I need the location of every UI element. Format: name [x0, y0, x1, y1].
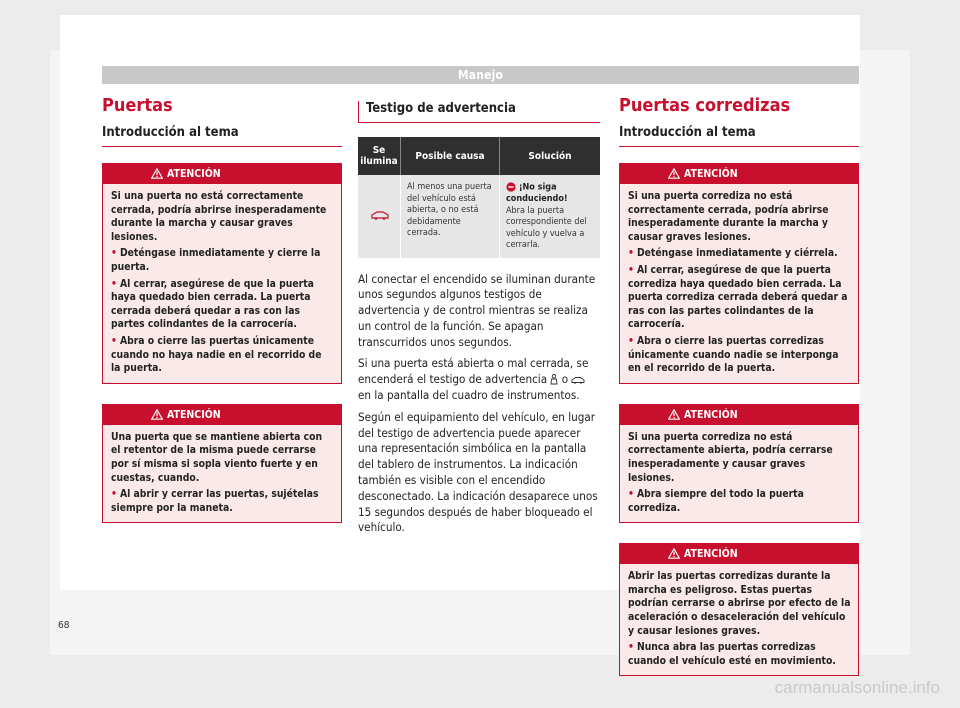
warning-box: [102, 404, 342, 524]
table-row: [358, 175, 600, 258]
warning-label: ATENCIÓN: [167, 408, 221, 421]
bullet-icon: •: [628, 263, 634, 276]
warning-intro: Una puerta que se mantiene abierta con el retentor de la misma puede cerrarse por sí misma si sopla viento fuerte y en cuestas, cuando.: [111, 430, 323, 484]
warning-bullet: • Abra o cierre las puertas únicamente cuando no haya nadie en el recorrido de la puerta.: [111, 334, 322, 375]
warning-header: [620, 405, 858, 425]
warning-label: ATENCIÓN: [684, 548, 738, 561]
section-subheading: Introducción al tema: [102, 125, 342, 147]
warning-bullet: • Abra o cierre las puertas corredizas únicamente cuando nadie se interponga en el recorrido de la puerta.: [628, 334, 839, 375]
warning-box: [619, 543, 859, 676]
warning-body: [103, 184, 341, 383]
warning-triangle-icon: [151, 409, 163, 420]
bullet-icon: •: [628, 641, 634, 654]
warning-label: ATENCIÓN: [684, 408, 738, 421]
table-cell-solution: ¡No siga conduciendo! Abra la puerta correspondiente del vehículo y vuelva a cerrarla.: [500, 175, 601, 258]
column-testigo: [358, 95, 600, 542]
indicator-table: [358, 137, 600, 258]
warning-bullet: • Al cerrar, asegúrese de que la puerta corrediza haya quedado bien cerrada. La puerta corrediza cerrada deberá quedar a ras con las partes colindantes de la carrocería.: [628, 263, 848, 331]
bullet-icon: •: [111, 488, 117, 501]
warning-bullet: • Abra siempre del todo la puerta corrediza.: [628, 488, 804, 514]
section-subheading: Introducción al tema: [619, 125, 859, 147]
warning-triangle-icon: [668, 548, 680, 559]
bullet-icon: •: [111, 277, 117, 290]
paragraph: Si una puerta está abierta o mal cerrada, se encenderá el testigo de advertencia o en la pantalla del cuadro de instrumentos.: [358, 356, 589, 403]
table-cell-icon: [358, 175, 401, 258]
warning-bullet: • Al cerrar, asegúrese de que la puerta haya quedado bien cerrada. La puerta cerrada deberá quedar a ras con las partes colindantes de la carrocería.: [111, 277, 314, 331]
warning-box: [102, 163, 342, 384]
warning-header: [620, 544, 858, 564]
body-text: [358, 272, 600, 537]
warning-intro: Si una puerta no está correctamente cerrada, podría abrirse inesperadamente durante la marcha y causar graves lesiones.: [111, 190, 327, 243]
table-header: Solución: [500, 137, 601, 175]
section-heading: Puertas: [102, 95, 173, 116]
column-puertas-corredizas: [619, 95, 859, 676]
warning-label: ATENCIÓN: [684, 168, 738, 180]
warning-bullet: • Al abrir y cerrar las puertas, sujételas siempre por la maneta.: [111, 488, 319, 514]
door-open-icon: [571, 376, 585, 384]
warning-triangle-icon: [668, 168, 680, 179]
bullet-icon: •: [111, 247, 117, 260]
page-number: 68: [58, 620, 70, 631]
stop-icon: [506, 182, 516, 192]
warning-triangle-icon: [668, 409, 680, 420]
chapter-header: Manejo: [102, 66, 859, 84]
door-open-icon: [371, 210, 389, 220]
warning-body: [103, 425, 341, 523]
table-cell-cause: Al menos una puerta del vehículo está abierta, o no está debidamente cerrada.: [401, 175, 500, 258]
warning-body: [620, 425, 858, 523]
section-heading: Puertas corredizas: [619, 95, 791, 116]
bullet-icon: •: [628, 334, 634, 347]
paragraph: Al conectar el encendido se iluminan durante unos segundos algunos testigos de advertencia y de control mientras se realiza un control de la función. Se apagan transcurridos unos segundos.: [358, 271, 596, 349]
warning-bullet: • Deténgase inmediatamente y ciérrela.: [628, 247, 838, 260]
paragraph: Según el equipamiento del vehículo, en lugar del testigo de advertencia puede aparecer una representación simbólica en la pantalla del tablero de instrumentos. La indicación también es visible con el encendido desconectado. La indicación desaparece unos 15 segundos después de haber bloqueado el vehículo.: [358, 409, 598, 535]
warning-intro: Si una puerta corrediza no está correctamente cerrada, podría abrirse inesperadamente durante la marcha y causar graves lesiones.: [628, 190, 829, 243]
section-subheading: Testigo de advertencia: [358, 101, 600, 123]
warning-body: [620, 184, 858, 383]
warning-label: ATENCIÓN: [167, 168, 221, 180]
warning-triangle-icon: [151, 168, 163, 179]
warning-body: [620, 564, 858, 675]
warning-header: [103, 164, 341, 184]
column-puertas: [102, 95, 342, 523]
table-header: Se ilumina: [358, 137, 401, 175]
warning-light-icon: [550, 374, 558, 385]
warning-header: [620, 164, 858, 184]
bullet-icon: •: [111, 334, 117, 347]
bullet-icon: •: [628, 247, 634, 260]
warning-box: [619, 404, 859, 524]
warning-bullet: • Deténgase inmediatamente y cierre la puerta.: [111, 247, 321, 273]
table-header: Posible causa: [401, 137, 500, 175]
warning-header: [103, 405, 341, 425]
warning-box: [619, 163, 859, 384]
warning-bullet: • Nunca abra las puertas corredizas cuando el vehículo esté en movimiento.: [628, 641, 836, 667]
warning-intro: Si una puerta corrediza no está correctamente abierta, podría cerrarse inesperadamente y causar graves lesiones.: [628, 430, 833, 484]
warning-intro: Abrir las puertas corredizas durante la marcha es peligroso. Estas puertas podrían cerrarse o abrirse por efecto de la aceleración o desaceleración del vehículo y causar lesiones graves.: [628, 570, 851, 637]
watermark-link[interactable]: carmanualsonline.info: [774, 678, 940, 697]
bullet-icon: •: [628, 488, 634, 501]
